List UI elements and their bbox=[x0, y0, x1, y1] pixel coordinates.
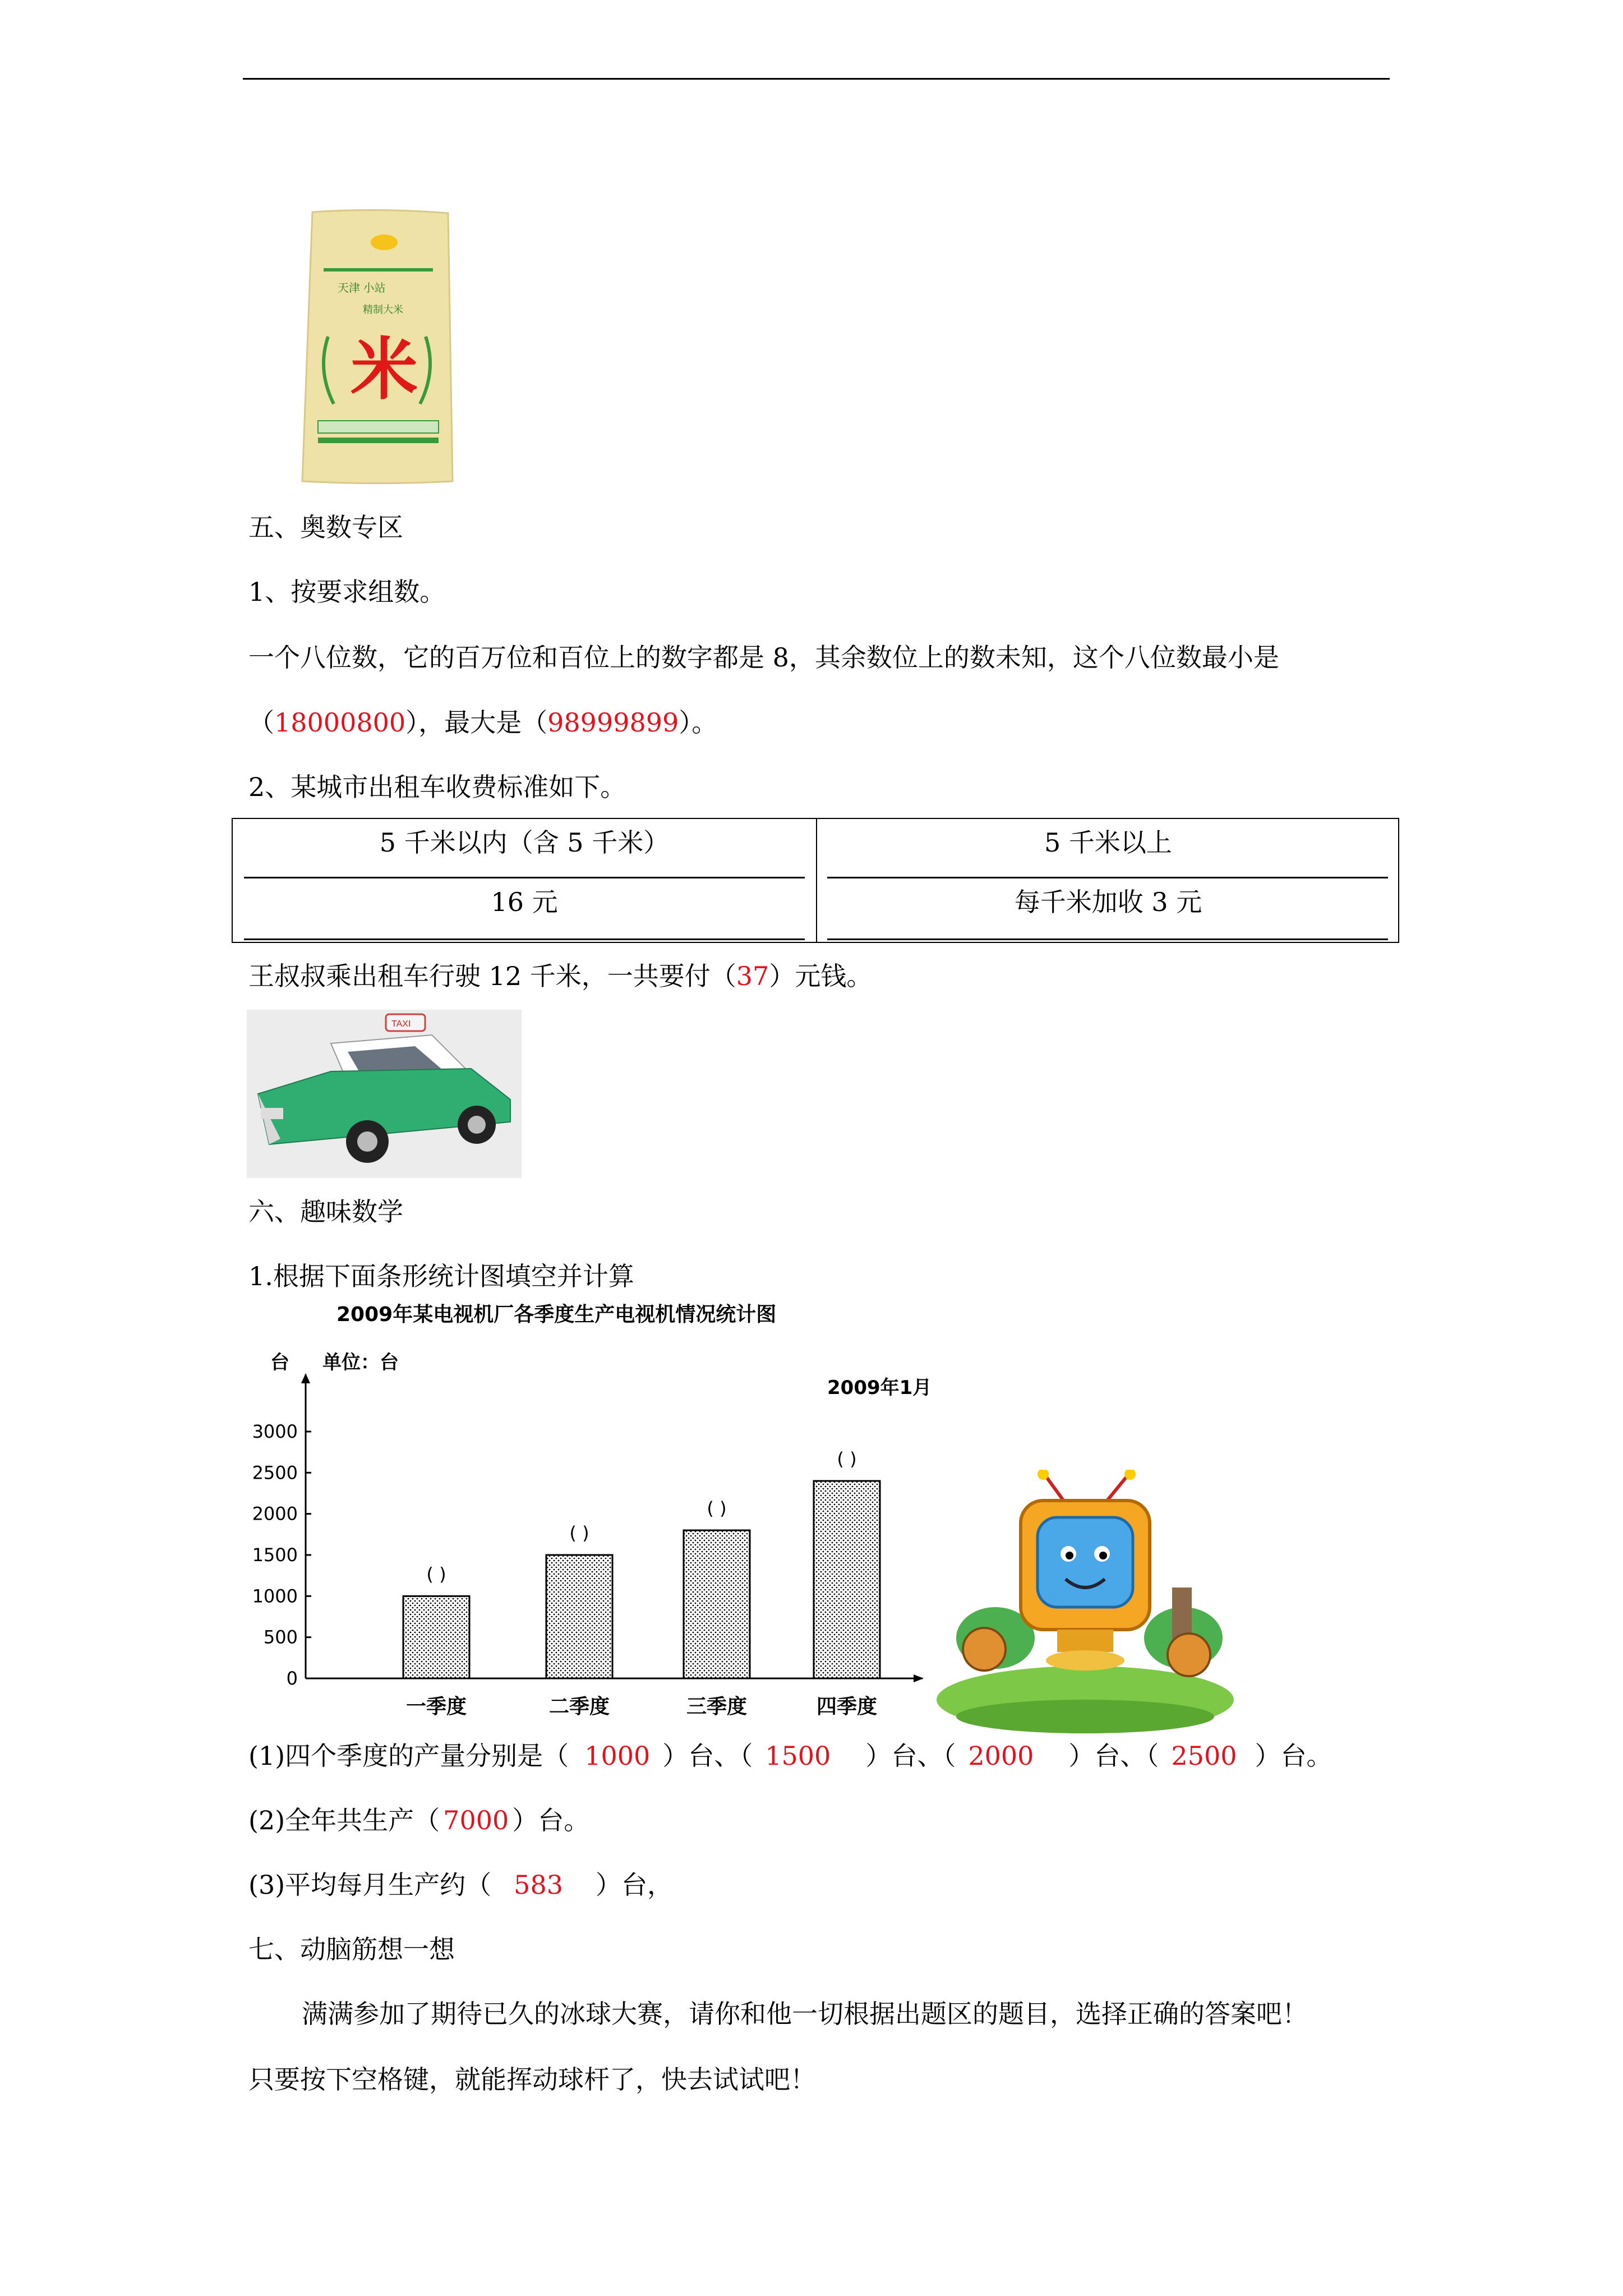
x-tick-label: 二季度 bbox=[548, 1695, 610, 1718]
bar-label: ( ) bbox=[837, 1448, 857, 1470]
fare-table bbox=[232, 818, 1399, 943]
chart-date-label: 2009年1月 bbox=[827, 1377, 932, 1399]
y-tick-label: 2500 bbox=[252, 1462, 298, 1484]
section7-title: 七、动脑筋想一想 bbox=[248, 1934, 455, 1964]
y-tick-label: 3000 bbox=[252, 1421, 298, 1442]
answer-average: 583 bbox=[514, 1870, 563, 1900]
y-tick-label: 1500 bbox=[252, 1544, 298, 1566]
fare-value-extra: 每千米加收 3 元 bbox=[1014, 887, 1202, 917]
svg-text:TAXI: TAXI bbox=[391, 1019, 411, 1029]
bar-chart-svg bbox=[241, 1301, 937, 1733]
answer-q2-output: 1500 bbox=[765, 1741, 831, 1771]
answer-q1-output: 1000 bbox=[584, 1741, 651, 1771]
svg-text:精制大米: 精制大米 bbox=[363, 304, 403, 315]
taxi-image bbox=[247, 1010, 522, 1178]
bar-label: ( ) bbox=[707, 1498, 727, 1519]
q2-title: 2、某城市出租车收费标准如下。 bbox=[248, 772, 626, 802]
y-axis-arrow bbox=[301, 1373, 310, 1383]
fare-header-within-5km: 5 千米以内（含 5 千米） bbox=[379, 827, 670, 858]
chart-title: 2009年某电视机厂各季度生产电视机情况统计图 bbox=[336, 1303, 777, 1326]
y-tick-label: 2000 bbox=[252, 1503, 298, 1525]
bar-label: ( ) bbox=[569, 1522, 589, 1544]
svg-text:米: 米 bbox=[351, 331, 418, 409]
bar-label: ( ) bbox=[426, 1563, 446, 1585]
svg-text:天津 小站: 天津 小站 bbox=[338, 282, 386, 295]
x-tick-label: 三季度 bbox=[686, 1695, 748, 1718]
q6-1-title: 1.根据下面条形统计图填空并计算 bbox=[248, 1261, 634, 1291]
section5-title: 五、奥数专区 bbox=[248, 512, 403, 542]
section7-paragraph-1: 满满参加了期待已久的冰球大赛，请你和他一切根据出题区的题目，选择正确的答案吧！ bbox=[302, 1999, 1308, 2029]
q2-text: 王叔叔乘出租车行驶 12 千米，一共要付（37）元钱。 bbox=[248, 961, 873, 991]
y-tick-label: 1000 bbox=[252, 1585, 298, 1607]
x-tick-label: 一季度 bbox=[405, 1695, 467, 1718]
chart-unit-axis: 台 bbox=[270, 1351, 289, 1374]
answer-fare: 37 bbox=[736, 961, 769, 991]
chart-unit-label: 单位：台 bbox=[322, 1351, 399, 1374]
bar bbox=[546, 1555, 612, 1678]
answer-total: 7000 bbox=[443, 1805, 509, 1835]
tv-cartoon-image bbox=[937, 1470, 1234, 1733]
q1-answer-line: （18000800），最大是（98999899）。 bbox=[248, 707, 718, 738]
rice-bag-image bbox=[301, 208, 455, 485]
header-rule bbox=[243, 78, 1390, 80]
answer-q4-output: 2500 bbox=[1171, 1741, 1237, 1771]
q6-fill-3: (3)平均每月生产约（ 583 ）台， bbox=[248, 1870, 673, 1900]
answer-max: 98999899 bbox=[547, 707, 679, 738]
fare-header-over-5km: 5 千米以上 bbox=[1044, 827, 1172, 858]
answer-q3-output: 2000 bbox=[968, 1741, 1034, 1771]
bar bbox=[684, 1530, 750, 1678]
y-tick-label: 0 bbox=[286, 1668, 298, 1689]
bar bbox=[814, 1481, 880, 1678]
q6-fill-1: (1)四个季度的产量分别是（ 1000 ）台、（ 1500 ）台、（ 2000 ）台、（ 2500 ）台。 bbox=[248, 1741, 1332, 1771]
q6-fill-2: (2)全年共生产（ 7000 ）台。 bbox=[248, 1805, 590, 1835]
q1-text: 一个八位数，它的百万位和百位上的数字都是 8，其余数位上的数未知，这个八位数最小是 bbox=[248, 642, 1279, 673]
x-axis-arrow bbox=[914, 1674, 924, 1682]
bar bbox=[403, 1596, 469, 1678]
y-tick-label: 500 bbox=[263, 1626, 298, 1648]
section7-paragraph-2: 只要按下空格键，就能挥动球杆了，快去试试吧！ bbox=[248, 2064, 816, 2095]
x-tick-label: 四季度 bbox=[816, 1695, 878, 1718]
q1-title: 1、按要求组数。 bbox=[248, 577, 446, 607]
fare-value-base: 16 元 bbox=[491, 887, 558, 917]
answer-min: 18000800 bbox=[274, 707, 406, 738]
section6-title: 六、趣味数学 bbox=[248, 1197, 403, 1227]
bar-chart bbox=[241, 1301, 937, 1733]
